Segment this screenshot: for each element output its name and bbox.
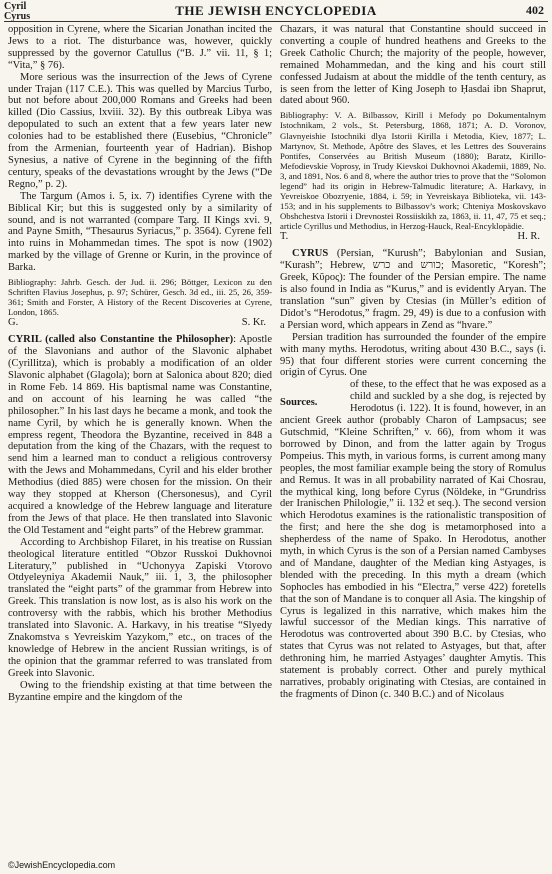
bibliography: Bibliography: Jahrb. Gesch. der Jud. ii. 296; Böttger, Lexicon zu den Schriften Flavius Josephus, p. 97; Schürer, Gesch. 3d ed., iii. 25, 26, 359-361; Smith and Forster, A History of the Recent Discoveries at Cyrene, London, 1865. xyxy=(8,277,272,318)
signature-initial: T. xyxy=(280,231,289,243)
left-column xyxy=(8,24,272,703)
signature-author: H. R. xyxy=(517,231,540,243)
article-text: (Persian, “Kurush”; Babylonian and Susian, “Kurash”; Hebrew, כרש and כורש; Masoretic, “Koresh”; Greek, Κῦρος): The founder of the Persian empire. The name is also found in India as “Kurus,” and is evidently Aryan. The translation “sun” given by Ctesias (in Müller’s edition of Didot’s “Herodotus,” fragm. 29, 49) is due to a confusion with a Persian word, which appears in Zend as “hvare.” xyxy=(280,248,546,331)
signature-author: S. Kr. xyxy=(241,317,266,329)
cyrene-paragraph: opposition in Cyrene, where the Sicarian Jonathan incited the Jews to a riot. The disturbance was, however, quickly suppressed by the governor Catullus (“B. J.” vii. 11, § 1; “Vita,” § 76). xyxy=(8,24,272,71)
page-header xyxy=(0,0,552,22)
signature xyxy=(8,317,272,329)
article-lemma: CYRIL (called also Constantine the Philosopher) xyxy=(8,334,234,346)
running-head-first: Cyril xyxy=(4,1,27,12)
site-footer: ©JewishEncyclopedia.com xyxy=(8,860,116,870)
cyril-paragraph: According to Archbishop Filaret, in his treatise on Russian theological literature entitled “Obzor Russkoi Dukhovnoi Literatury,” published in “Uchonyya Zapiski Vtorovo Otdyeleyniya Akademii Nauk,” iii. 1, 3, the philosopher translated the “eight parts” of the grammar from Hebrew into Greek. This translation is now lost, as is also his work on the controversy with the rabbis, which his brother Methodius translated into Slavonic. A. Harkavy, in his treatise “Slyedy Znakomstva s Yevreiskim Yazykom,” etc., on traces of the knowledge of Hebrew in the ancient Russian writings, is of the opinion that the grammar referred to was translated from Greek into Slavonic. xyxy=(8,536,272,679)
cyrene-paragraph: The Targum (Amos i. 5, ix. 7) identifies Cyrene with the Biblical Kir; but this is suggested only by a similarity of sound, and is not warranted (compare Targ. II Kings xvi. 9, and Payne Smith, “Thesaurus Syriacus,” p. 3564). Cyrene fell into ruins in Mohammedan times. The spot is now (1902) marked by the village of Grenne or Kurin, in the province of Barka. xyxy=(8,190,272,274)
running-head-second: Cyrus xyxy=(4,11,31,22)
cyril-paragraph: Chazars, it was natural that Constantine should succeed in converting a couple of hundred heathens and Greeks to the Greek Catholic Church; the majority of the people, however, remained Mohammedan, and the king and his court still confessed Judaism at about the middle of the tenth century, as is seen from the letter of King Joseph to Ḥasdai ibn Shaprut, dated about 960. xyxy=(280,24,546,107)
signature-initial: G. xyxy=(8,317,19,329)
article-lemma: CYRUS xyxy=(292,248,329,260)
page-number: 402 xyxy=(526,3,544,17)
bibliography: Bibliography: V. A. Bilbassov, Kirill i Mefody po Dokumentalnym Istochnikam, 2 vols., St. Petersburg, 1868, 1871; A. D. Voronov, Glavnyeishie Istochniki dlya Istorii Kirilla i Metodia, Kiev, 1877; L. Martynov, St. Methode, Apôtre des Slaves, et les Lettres des Souverains Pontifes, Conservées au British Museum (1880); Baratz, Kirillo-Mefodievskie Voprosy, in Trudy Kievskoi Dukhovnoi Akademii, 1889, No. 3, and 1891, Nos. 6 and 8, where the author tries to prove that the “Solomon legend” had its origin in Hebrew-Talmudic literature; A. Harkavy, in Yevreiskoe Obozryenie, 1884, i. 59; in Yevreiskaya Biblioteka, vii. 143-153; and in his supplements to Bilbassov’s work; Chteniya Moskovskavo Obshchestva Istorii i Drevnostei Rossiiskikh za, 1863, ii. 11, 47, 75 et seq.; article Cyrillus und Methodius, in Herzog-Hauck, Real-Encyklopädie. xyxy=(280,110,546,232)
sidenote-sources: Sources. xyxy=(280,397,318,409)
cyrus-article xyxy=(280,248,546,331)
cyrene-paragraph: More serious was the insurrection of the Jews of Cyrene under Trajan (117 C.E.). This was quelled by Marcius Turbo, but not before about 200,000 Romans and Greeks had been killed (Dio Cassius, lxviii. 32). By this outbreak Libya was depopulated to such an extent that a few years later new colonies had to be established there (Eusebius, “Chronicle” from the Armenian, fourteenth year of Hadrian). Bishop Synesius, a native of Cyrene in the beginning of the fifth century, speaks of the devastations wrought by the Jews (“De Regno,” p. 2). xyxy=(8,71,272,190)
cyrus-paragraph xyxy=(280,379,546,700)
signature xyxy=(280,231,546,243)
article-text: : Apostle of the Slavonians and author of the Slavonic alphabet (Cyrillitza), which is probably a modification of an older Slavonic alphabet (Glagola); born at Salonica about 820; died in Rome Feb. 14 869. His baptismal name was Constantine, and on account of his learning he was called “the philosopher.” In his last days he became a monk, and took the name Cyril, by which he is generally known. When the empress regent, Theodora the Byzantine, received in 848 a deputation from the king of the Chazars, with the request to send him a learned man to conduct a religious controversy with the Jews and Mohammedans, Cyril and his elder brother Methodius (died 885) were chosen for the mission. On their way they stopped at Kherson (Chersonesus), and Cyril acquired a knowledge of the Hebrew language and literature from the Jews of that place. He then translated into Slavonic the Old Testament and “eight parts” of the Hebrew grammar. xyxy=(8,334,272,536)
paragraph-text: of these, to the effect that he was exposed as a child and suckled by a she dog, is rejected by Herodotus (i. 122). It is found, however, in an ancient Greek author (probably Charon of Lampsacus; see Gutschmid, “Kleine Schriften,” v. 66), from whom it was borrowed by Dinon, and from the latter again by Trogus Pompeius. This myth, in various forms, is current among many peoples, the most familiar example being the story of Romulus and Remus. It was in all probability narrated of Kai Chosrau, the mythical king, long before Cyrus (Nöldeke, in “Grundriss der Iranischen Philologie,” ii. 132 et seq.). The second version which Herodotus examines is the rationalistic transposition of the first; and here the she dog is metamorphosed into a shepherdess of the name of Spako. In Herodotus, another myth, in which Cyrus is the son of a Persian named Cambyses and of Mandane, daughter of the Median king Astyages, is blended with the preceding. In this myth a dream (which Sophocles has embodied in his “Electra,” verse 422) foretells that the son of Mandane is to conquer all Asia. The kingship of Cyrus is legalized in this narrative, which makes him the lawful successor of the Median kings. This narrative of Herodotus was controverted about 390 B.C. by Ctesias, who states that Cyrus was not related to Astyages, but that, after dethroning him, he married Astyages’ daughter Amytis. This statement is probably correct. Other and purely mythical narratives, probably originating with Ctesias, are contained in the fragments of Dinon (c. 340 B.C.) and of Nicolaus xyxy=(280,379,546,700)
header-rule xyxy=(4,21,548,22)
cyrus-paragraph: Persian tradition has surrounded the founder of the empire with many myths. Herodotus, writing about 430 B.C., says (i. 95) that four different stories were current concerning the origin of Cyrus. One xyxy=(280,331,546,379)
page-title: THE JEWISH ENCYCLOPEDIA xyxy=(175,3,377,18)
cyril-paragraph: Owing to the friendship existing at that time between the Byzantine empire and the kingdom of the xyxy=(8,679,272,703)
cyril-article xyxy=(8,334,272,536)
right-column xyxy=(280,24,546,701)
